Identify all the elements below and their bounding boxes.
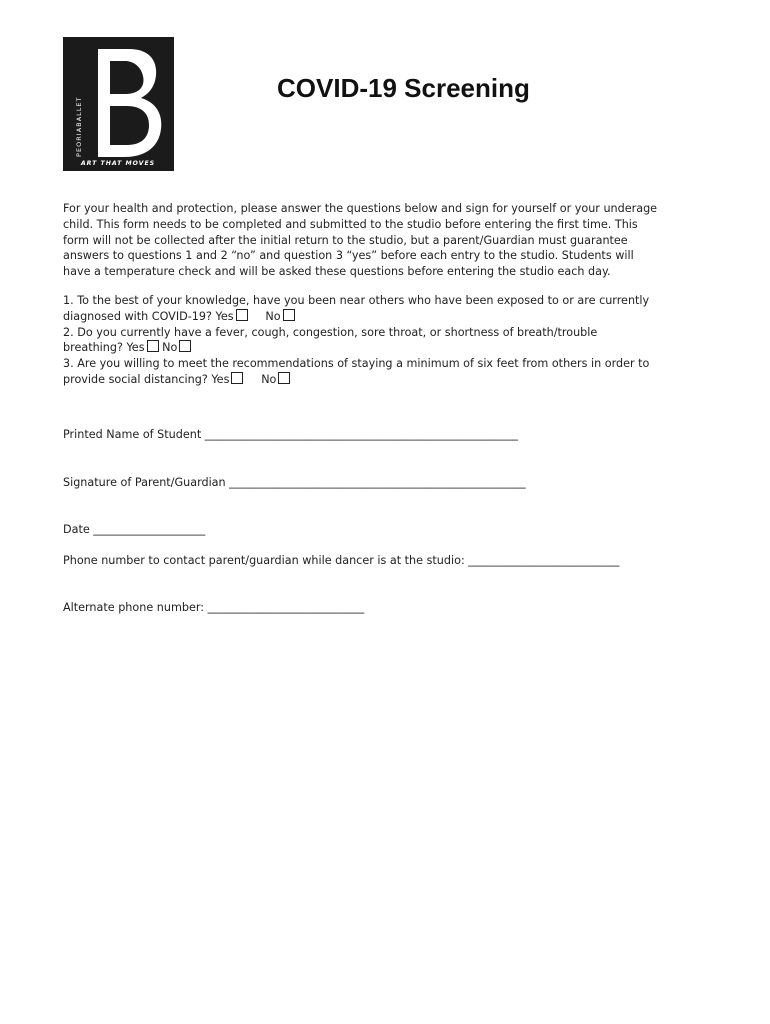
q3-yes-checkbox[interactable] — [231, 372, 243, 384]
date-field[interactable]: Date ____________________ — [63, 523, 206, 536]
q3-no-checkbox[interactable] — [278, 372, 290, 384]
logo-tagline: ART THAT MOVES — [80, 160, 156, 167]
question-1-text-cont: diagnosed with COVID-19? Yes — [63, 309, 234, 323]
question-2-answer-row — [63, 340, 713, 356]
question-1-answer-row — [63, 309, 713, 325]
intro-paragraph — [63, 201, 713, 280]
intro-line: form will not be collected after the initial return to the studio, but a parent/Guardian must guarantee — [63, 233, 628, 247]
intro-line: child. This form needs to be completed and submitted to the studio before entering the first time. This — [63, 217, 638, 231]
q1-no-label: No — [265, 309, 281, 323]
student-name-field[interactable]: Printed Name of Student ________________________________________________________ — [63, 428, 519, 441]
q2-yes-checkbox[interactable] — [147, 340, 159, 352]
logo-vertical-text: PEORIABALLET — [75, 96, 83, 157]
questions-list — [63, 293, 713, 388]
q2-no-label: No — [162, 341, 178, 355]
alternate-phone-field[interactable]: Alternate phone number: ____________________________ — [63, 601, 365, 614]
question-2-text-cont: breathing? Yes — [63, 341, 145, 355]
signature-field[interactable]: Signature of Parent/Guardian _____________________________________________________ — [63, 476, 526, 489]
peoria-ballet-logo — [63, 37, 174, 171]
intro-line: For your health and protection, please answer the questions below and sign for yourself or your underage — [63, 202, 658, 215]
q1-no-checkbox[interactable] — [283, 309, 295, 321]
q2-no-checkbox[interactable] — [179, 340, 191, 352]
intro-line: answers to questions 1 and 2 “no” and question 3 “yes” before each entry to the studio. Students will — [63, 249, 634, 263]
logo-mark — [63, 37, 174, 171]
question-1-text: 1. To the best of your knowledge, have you been near others who have been exposed to or are currently — [63, 294, 650, 307]
page-title: COVID-19 Screening — [277, 73, 530, 103]
q1-yes-checkbox[interactable] — [236, 309, 248, 321]
question-3-text: 3. Are you willing to meet the recommendations of staying a minimum of six feet from others in order to — [63, 357, 650, 371]
phone-field[interactable]: Phone number to contact parent/guardian while dancer is at the studio: ___________________________ — [63, 554, 620, 567]
question-3-answer-row — [63, 372, 713, 388]
question-3-text-cont: provide social distancing? Yes — [63, 372, 230, 386]
q3-no-label: No — [261, 372, 277, 386]
intro-line: have a temperature check and will be asked these questions before entering the studio each day. — [63, 265, 611, 279]
question-2-text: 2. Do you currently have a fever, cough, congestion, sore throat, or shortness of breath/trouble — [63, 325, 598, 339]
